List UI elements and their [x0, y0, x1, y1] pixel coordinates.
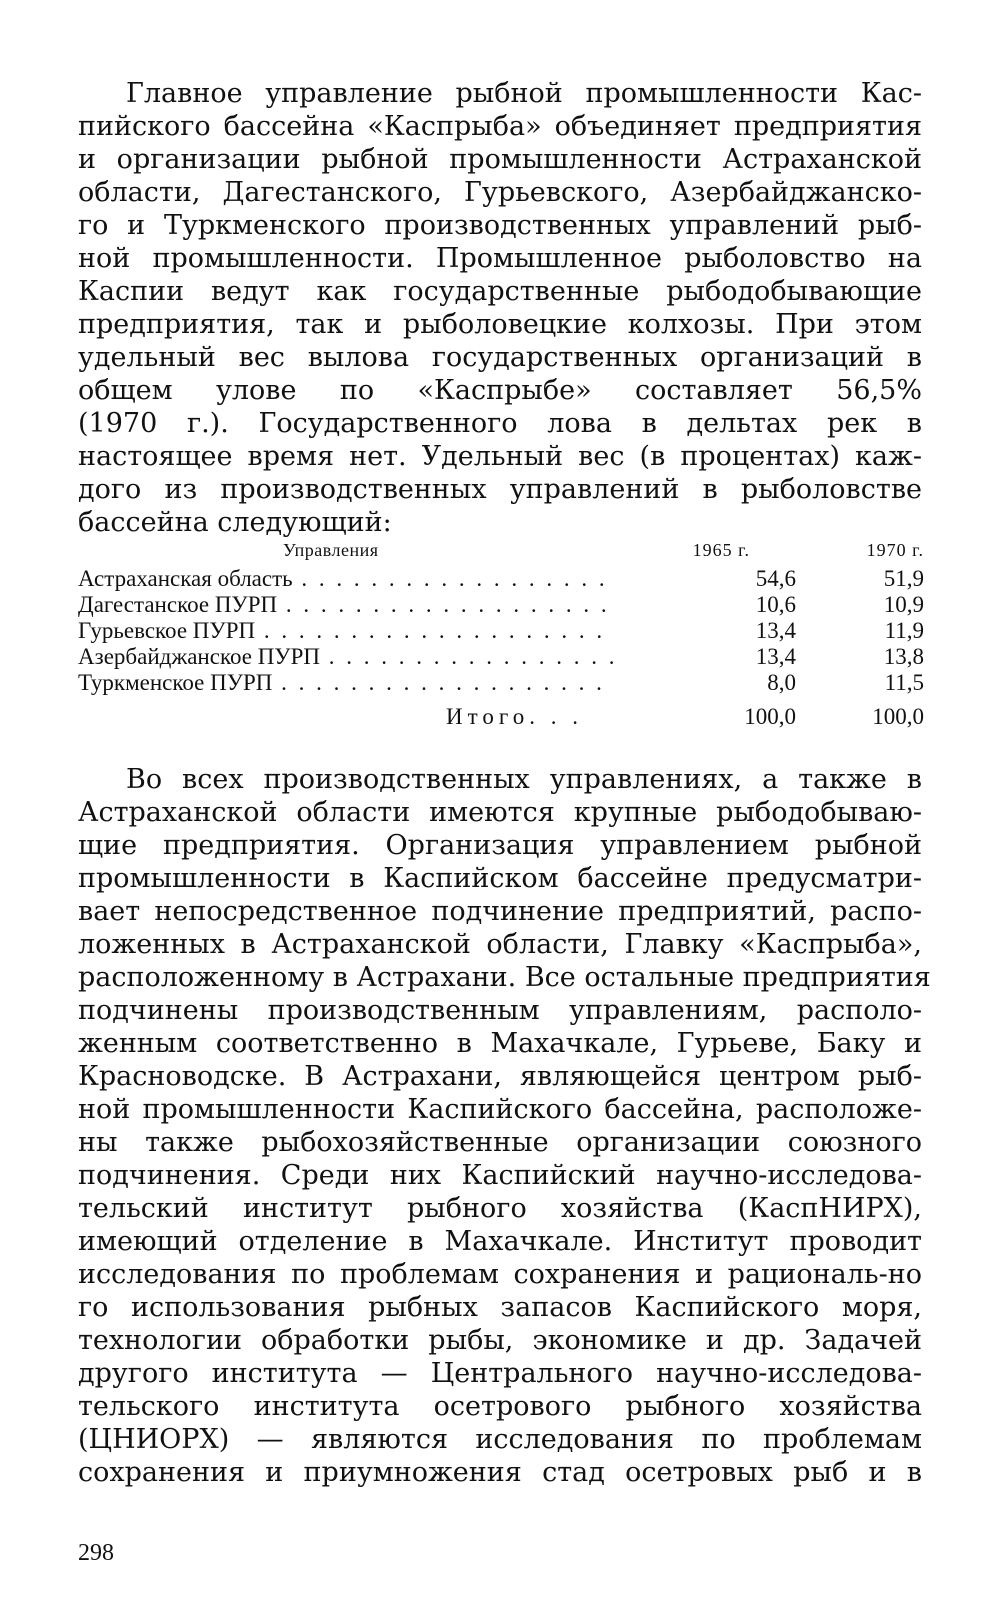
text-line: подчинения. Среди них Каспийский научно-исследова- [78, 1160, 922, 1191]
row-1970: 10,9 [883, 592, 924, 617]
text-line: ны также рыбохозяйственные организации союзного [78, 1127, 922, 1158]
total-label: Итого. . . [446, 704, 583, 729]
text-line: Красноводске. В Астрахани, являющейся центром рыб- [78, 1061, 922, 1092]
text-line: имеющий отделение в Махачкале. Институт проводит [78, 1226, 922, 1257]
row-name: Астраханская область . . . [78, 566, 613, 592]
row-1965: 13,4 [755, 644, 796, 669]
row-name: Азербайджанское ПУРП . . . [78, 644, 613, 670]
row-1965: 8,0 [767, 670, 796, 695]
row-name: Гурьевское ПУРП . . . [78, 618, 613, 644]
text-line: дого из производственных управлений в рыболовстве [78, 474, 922, 505]
table-row [78, 592, 922, 618]
catch-share-table [78, 536, 922, 734]
header-1965: 1965 г. [692, 540, 750, 560]
row-1970: 11,9 [884, 618, 924, 643]
text-line: Астраханской области имеются крупные рыбодобываю- [78, 797, 922, 828]
text-line: Во всех производственных управлениях, а также в [126, 764, 922, 795]
text-line: Главное управление рыбной промышленности Кас- [126, 78, 922, 109]
table-row [78, 644, 922, 670]
text-line: промышленности в Каспийском бассейне предусматри- [78, 863, 922, 894]
row-name: Туркменское ПУРП . . . [78, 670, 613, 696]
text-line: женным соответственно в Махачкале, Гурьеве, Баку и [78, 1028, 922, 1059]
text-line: настоящее время нет. Удельный вес (в процентах) каж- [78, 441, 922, 472]
row-1965: 10,6 [755, 592, 796, 617]
text-line: тельский институт рыбного хозяйства (КаспНИРХ), [78, 1193, 922, 1224]
text-line: ной промышленности. Промышленное рыболовство на [78, 243, 922, 274]
text-line: удельный вес вылова государственных организаций в [78, 342, 922, 373]
text-line: ложенных в Астраханской области, Главку «Каспрыба», [78, 929, 922, 960]
total-1970: 100,0 [872, 704, 924, 729]
text-line: го использования рыбных запасов Каспийского моря, [78, 1292, 922, 1323]
total-1965: 100,0 [744, 704, 796, 729]
text-line: пийского бассейна «Каспрыба» объединяет предприятия [78, 111, 922, 142]
row-1965: 13,4 [755, 618, 796, 643]
row-1965: 54,6 [755, 566, 796, 591]
table-row [78, 670, 922, 696]
text-line: Каспии ведут как государственные рыбодобывающие [78, 276, 922, 307]
text-line: ной промышленности Каспийского бассейна, расположе- [78, 1094, 922, 1125]
text-line: исследования по проблемам сохранения и рациональ-но [78, 1259, 922, 1290]
text-line: (1970 г.). Государственного лова в дельтах рек в [78, 408, 922, 439]
row-name: Дагестанское ПУРП . . . [78, 592, 613, 618]
row-1970: 51,9 [883, 566, 924, 591]
header-management: Управления [283, 540, 379, 560]
text-line: бассейна следующий: [78, 507, 392, 538]
text-line: щие предприятия. Организация управлением рыбной [78, 830, 922, 861]
text-line: технологии обработки рыбы, экономике и др. Задачей [78, 1325, 922, 1356]
row-1970: 11,5 [884, 670, 924, 695]
header-1970: 1970 г. [866, 540, 924, 560]
text-line: области, Дагестанского, Гурьевского, Азербайджанско- [78, 177, 922, 208]
row-1970: 13,8 [883, 644, 924, 669]
table-header [78, 536, 922, 566]
text-line: и организации рыбной промышленности Астраханской [78, 144, 922, 175]
table-row [78, 618, 922, 644]
text-line: другого института — Центрального научно-исследова- [78, 1358, 922, 1389]
page-number: 298 [78, 1540, 114, 1566]
table-row [78, 566, 922, 592]
text-line: вает непосредственное подчинение предприятий, распо- [78, 896, 922, 927]
table-total-row [78, 700, 922, 734]
text-line: (ЦНИОРХ) — являются исследования по проблемам [78, 1424, 922, 1455]
text-line: предприятия, так и рыболовецкие колхозы. При этом [78, 309, 922, 340]
text-line: общем улове по «Каспрыбе» составляет 56,5% [78, 375, 922, 406]
text-line: сохранения и приумножения стад осетровых рыб и в [78, 1457, 922, 1488]
text-line: подчинены производственным управлениям, располо- [78, 995, 922, 1026]
text-line: тельского института осетрового рыбного хозяйства [78, 1391, 922, 1422]
text-line: го и Туркменского производственных управлений рыб- [78, 210, 922, 241]
text-line: расположенному в Астрахани. Все остальные предприятия [78, 962, 931, 993]
